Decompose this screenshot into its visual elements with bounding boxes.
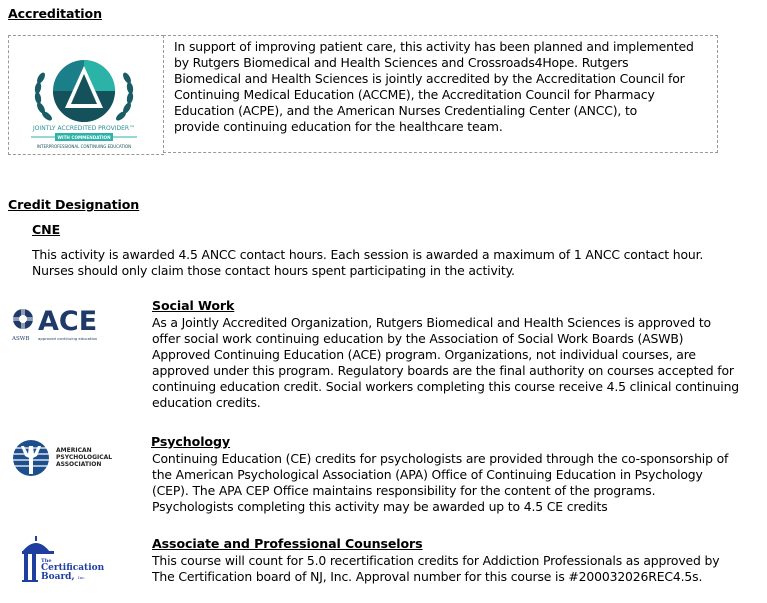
social-work-line: continuing education credit. Social workers completing this course receive 4.5 clinical continuing: [152, 379, 740, 394]
psychology-line: Continuing Education (CE) credits for psychologists are provided through the co-sponsorship of: [152, 451, 729, 466]
logo-line2: WITH COMMENDATION: [57, 135, 111, 140]
social-work-text: [152, 315, 762, 411]
apa-logo: [12, 438, 122, 478]
social-work-line: Approved Continuing Education (ACE) program. Organizations, not individual courses, are: [152, 347, 696, 362]
cne-heading: CNE: [32, 222, 61, 237]
accreditation-logo-cell: [8, 35, 164, 155]
psychology-text: [152, 451, 762, 515]
counselors-line: This course will count for 5.0 recertification credits for Addiction Professionals as approved by: [152, 553, 720, 568]
cb-line1: The: [41, 558, 52, 564]
social-work-line: offer social work continuing education by the Association of Social Work Boards (ASWB): [152, 331, 684, 346]
cb-line2: Certification: [41, 563, 105, 573]
certification-board-logo: [22, 536, 122, 586]
cb-line4: Inc.: [78, 575, 86, 580]
counselors-line: The Certification board of NJ, Inc. Approval number for this course is #200032026REC4.5s.: [152, 569, 703, 584]
social-work-line: education credits.: [152, 395, 261, 410]
apa-line: ASSOCIATION: [56, 461, 102, 468]
aswb-ace-logo: [10, 305, 120, 345]
cne-line: Nurses should only claim those contact hours spent participating in the activity.: [32, 263, 515, 278]
ace-subtext: approved continuing education: [38, 336, 98, 341]
aswb-text: ASWB: [12, 336, 30, 342]
accreditation-line: Continuing Medical Education (ACCME), the Accreditation Council for Pharmacy: [174, 87, 655, 102]
psychology-line: Psychologists completing this activity may be awarded up to 4.5 CE credits: [152, 499, 608, 514]
ace-text: ACE: [38, 306, 98, 337]
accreditation-heading: Accreditation: [8, 6, 102, 21]
cne-line: This activity is awarded 4.5 ANCC contact hours. Each session is awarded a maximum of 1 ANCC contact hour.: [32, 247, 704, 262]
counselors-heading: Associate and Professional Counselors: [152, 536, 423, 551]
psychology-line: (CEP). The APA CEP Office maintains responsibility for the content of the programs.: [152, 483, 656, 498]
jointly-accredited-provider-logo: [9, 36, 164, 154]
logo-line1: JOINTLY ACCREDITED PROVIDER™: [32, 125, 136, 132]
counselors-text: [152, 553, 762, 585]
apa-line: PSYCHOLOGICAL: [56, 454, 113, 461]
accreditation-line: Biomedical and Health Sciences is jointly accredited by the Accreditation Council for: [174, 71, 685, 86]
apa-line: AMERICAN: [56, 447, 92, 454]
accreditation-line: provide continuing education for the healthcare team.: [174, 119, 503, 134]
credit-designation-heading: Credit Designation: [8, 197, 140, 212]
psychology-heading: Psychology: [151, 434, 230, 449]
social-work-heading: Social Work: [152, 298, 235, 313]
accreditation-line: by Rutgers Biomedical and Health Sciences and Crossroads4Hope. Rutgers: [174, 55, 629, 70]
accreditation-statement: [163, 35, 718, 153]
accreditation-line: In support of improving patient care, this activity has been planned and implemented: [174, 39, 694, 54]
cne-text: [32, 247, 762, 279]
accreditation-line: Education (ACPE), and the American Nurses Credentialing Center (ANCC), to: [174, 103, 638, 118]
cb-line3: Board,: [41, 572, 75, 582]
social-work-line: As a Jointly Accredited Organization, Rutgers Biomedical and Health Sciences is approved to: [152, 315, 711, 330]
psychology-line: the American Psychological Association (APA) Office of Continuing Education in Psychology: [152, 467, 703, 482]
social-work-line: approved under this program. Regulatory boards are the final authority on courses accepted for: [152, 363, 734, 378]
logo-line3: INTERPROFESSIONAL CONTINUING EDUCATION: [36, 144, 132, 149]
